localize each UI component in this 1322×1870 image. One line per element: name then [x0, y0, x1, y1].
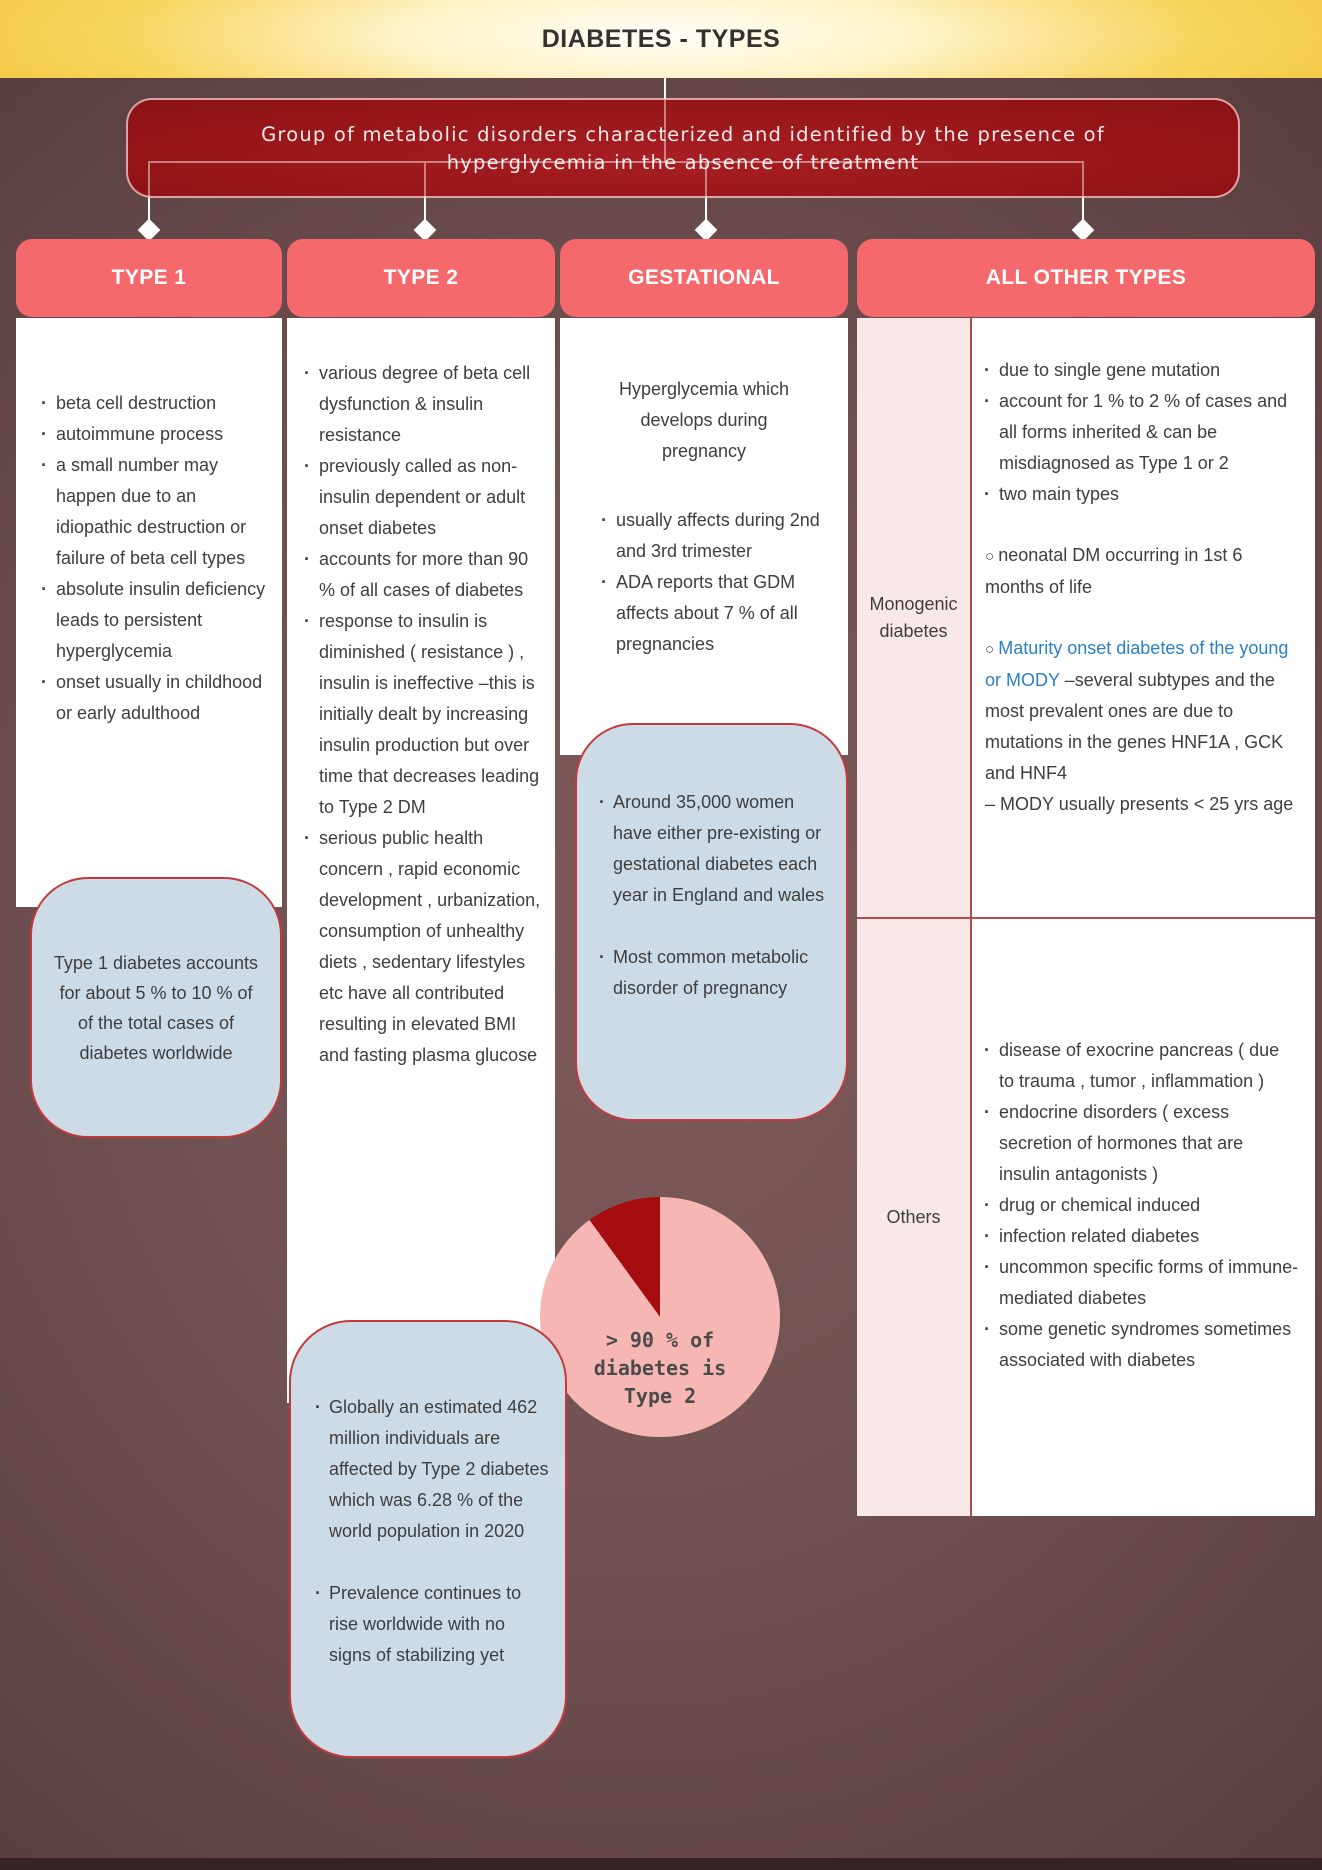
type1-bullet: · beta cell destruction [36, 388, 274, 419]
monogenic-sub-bullet [985, 540, 1299, 603]
monogenic-content [979, 355, 1299, 820]
monogenic-sub-bullet [985, 633, 1299, 820]
type2-bullet: · previously called as non-insulin dependent or adult onset diabetes [299, 451, 545, 544]
connector-line [705, 163, 707, 198]
others-content [979, 1035, 1299, 1376]
connector-line [1082, 163, 1084, 198]
sub-bullet-text: –several subtypes and the most prevalent ones are due to mutations in the genes HNF1A , GCK and HNF4 [985, 670, 1284, 783]
mody-link-text: Maturity onset diabetes of the young or MODY [985, 638, 1289, 690]
connector-line [148, 161, 1084, 163]
type1-bullet: · a small number may happen due to an idiopathic destruction or failure of beta cell types [36, 450, 274, 574]
type2-bullet: · various degree of beta cell dysfunction & insulin resistance [299, 358, 545, 451]
type2-callout [289, 1320, 567, 1758]
diamond-connector-icon [1072, 219, 1095, 242]
gestational-callout [575, 723, 848, 1121]
connector-line [424, 163, 426, 198]
pie-annotation-line: diabetes is [593, 1356, 727, 1380]
column-header-type1 [16, 239, 282, 317]
diamond-connector-icon [138, 219, 161, 242]
definition-box [126, 98, 1240, 198]
column-header-type2 [287, 239, 555, 317]
row-label-monogenic: Monogenic diabetes [869, 593, 958, 641]
others-bullet: · disease of exocrine pancreas ( due to trauma , tumor , inflammation ) [979, 1035, 1299, 1097]
sub-bullet-note: – MODY usually presents < 25 yrs age [985, 794, 1294, 814]
column-header-all-other-types [857, 239, 1315, 317]
pie-annotation [540, 1326, 780, 1410]
row-label-others: Others [886, 1207, 941, 1227]
type2-bullet-list [299, 358, 545, 1071]
column-header-label: TYPE 1 [111, 266, 187, 289]
column-header-label: TYPE 2 [383, 266, 459, 289]
footer-strip [0, 1858, 1322, 1870]
others-bullet: · some genetic syndromes sometimes associated with diabetes [979, 1314, 1299, 1376]
type2-column-body [287, 318, 555, 1403]
diamond-connector-icon [695, 219, 718, 242]
type1-bullet-list [36, 388, 274, 729]
type1-bullet: · onset usually in childhood or early adulthood [36, 667, 274, 729]
others-bullet: · uncommon specific forms of immune-mediated diabetes [979, 1252, 1299, 1314]
monogenic-bullet: · account for 1 % to 2 % of cases and all forms inherited & can be misdiagnosed as Type 1 or 2 [979, 386, 1299, 479]
type1-callout [30, 877, 282, 1138]
others-bullet: · drug or chemical induced [979, 1190, 1299, 1221]
type2-bullet: · serious public health concern , rapid economic development , urbanization, consumption of unhealthy diets , sedentary lifestyles etc have all contributed resulting in elevated BMI and fasting plasma glucose [299, 823, 545, 1071]
others-bullet: · infection related diabetes [979, 1221, 1299, 1252]
type1-bullet: · absolute insulin deficiency leads to persistent hyperglycemia [36, 574, 274, 667]
title-banner [0, 0, 1322, 78]
monogenic-bullet: · two main types [979, 479, 1299, 510]
pie-annotation-line: > 90 % of [605, 1328, 715, 1352]
gestational-callout-bullet: · Around 35,000 women have either pre-existing or gestational diabetes each year in England and wales [599, 787, 830, 911]
connector-line [148, 163, 150, 198]
connector-line [664, 100, 666, 162]
type2-bullet: · response to insulin is diminished ( resistance ) , insulin is ineffective –this is initially dealt by increasing insulin production but over time that decreases leading to Type 2 DM [299, 606, 545, 823]
type2-callout-bullet: · Globally an estimated 462 million individuals are affected by Type 2 diabetes which was 6.28 % of the world population in 2020 [315, 1392, 551, 1547]
gestational-column-body [560, 318, 848, 755]
gestational-bullet-list [596, 505, 840, 660]
column-header-gestational [560, 239, 848, 317]
gestational-intro: Hyperglycemia which develops during pregnancy [618, 379, 790, 461]
type1-callout-text: Type 1 diabetes accounts for about 5 % to 10 % of of the total cases of diabetes worldwide [53, 952, 259, 1063]
others-bullet: · endocrine disorders ( excess secretion of hormones that are insulin antagonists ) [979, 1097, 1299, 1190]
type2-bullet: · accounts for more than 90 % of all cases of diabetes [299, 544, 545, 606]
gestational-callout-bullet: · Most common metabolic disorder of pregnancy [599, 942, 830, 1004]
diamond-connector-icon [414, 219, 437, 242]
monogenic-bullet: · due to single gene mutation [979, 355, 1299, 386]
page-title: DIABETES - TYPES [541, 25, 781, 53]
gestational-bullet: · ADA reports that GDM affects about 7 % of all pregnancies [596, 567, 840, 660]
type1-bullet: · autoimmune process [36, 419, 274, 450]
all-other-types-column-body [857, 318, 1315, 1516]
type2-callout-bullet: · Prevalence continues to rise worldwide with no signs of stabilizing yet [315, 1578, 551, 1671]
column-header-label: ALL OTHER TYPES [985, 266, 1187, 289]
pie-annotation-line: Type 2 [623, 1384, 697, 1408]
gestational-bullet: · usually affects during 2nd and 3rd trimester [596, 505, 840, 567]
sub-bullet-text: neonatal DM occurring in 1st 6 months of life [985, 545, 1243, 597]
definition-line: Group of metabolic disorders characterized and identified by the presence of [261, 122, 1105, 146]
definition-line: hyperglycemia in the absence of treatment [446, 150, 920, 174]
connector-line [664, 78, 666, 99]
type1-column-body [16, 318, 282, 907]
column-header-label: GESTATIONAL [628, 266, 780, 289]
